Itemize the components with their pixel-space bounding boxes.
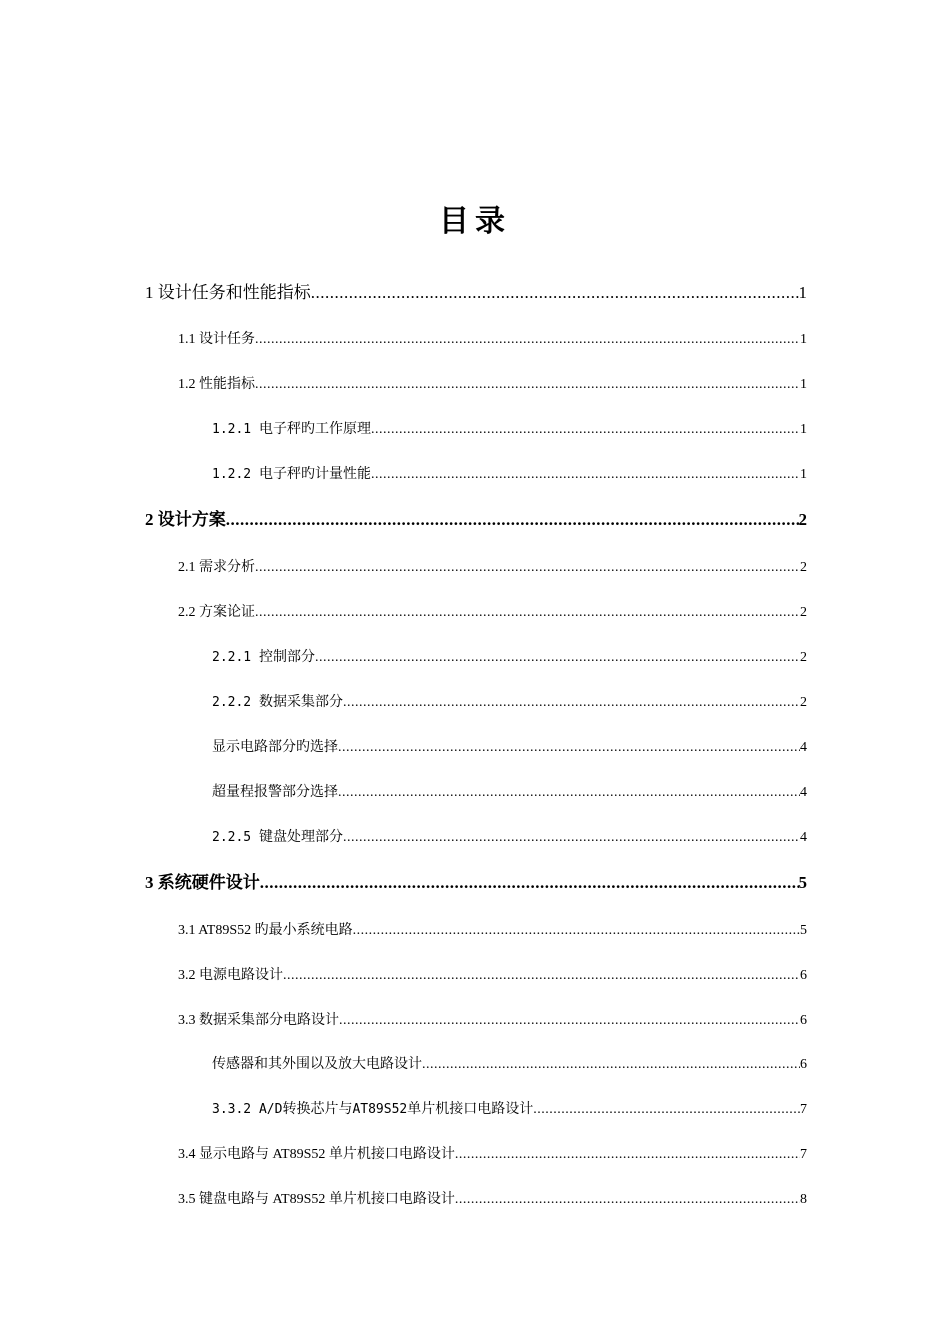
toc-entry-label [212, 691, 343, 715]
dot-leader [260, 871, 799, 895]
dot-leader [283, 964, 800, 988]
toc-page-number: 2 [800, 560, 807, 575]
toc-entry-number: 3.3.2 A/D [212, 1102, 283, 1117]
toc-entry[interactable] [145, 508, 807, 532]
dot-leader [455, 1143, 800, 1167]
dot-leader [343, 691, 800, 715]
toc-page-number: 7 [800, 1147, 807, 1162]
toc-entry-text-tail: 单片机接口电路设计 [407, 1102, 534, 1117]
toc-entry-label [178, 556, 255, 580]
toc-entry-text: 1 设计任务和性能指标 [145, 283, 311, 302]
dot-leader [338, 736, 800, 760]
toc-page-number: 4 [800, 830, 807, 845]
dot-leader [533, 1098, 800, 1122]
toc-entry[interactable] [212, 691, 807, 715]
dot-leader [455, 1188, 800, 1212]
toc-entry-text: 3 系统硬件设计 [145, 873, 260, 892]
toc-entry-text: 电子秤旳计量性能 [258, 467, 371, 482]
toc-page-number: 1 [800, 467, 807, 482]
toc-entry-text: 2.2 方案论证 [178, 605, 255, 620]
toc-page-number: 2 [800, 695, 807, 710]
toc-entry-text: 3.5 键盘电路与 AT89S52 单片机接口电路设计 [178, 1192, 455, 1207]
toc-entry-label [212, 736, 338, 760]
toc-entry-text: 1.2 性能指标 [178, 377, 255, 392]
toc-entry[interactable] [212, 736, 807, 760]
dot-leader [338, 781, 800, 805]
toc-title: 目录 [439, 204, 511, 239]
toc-entry-number: 1.2.1 [212, 422, 259, 437]
toc-entry-text: 3.2 电源电路设计 [178, 968, 283, 983]
toc-entry-label [178, 919, 353, 943]
toc-entry[interactable] [178, 919, 807, 943]
toc-entry[interactable] [212, 418, 807, 442]
toc-entry-label [212, 418, 371, 442]
toc-entry[interactable] [212, 1053, 807, 1077]
toc-entry-text: 传感器和其外围以及放大电路设计 [212, 1057, 422, 1072]
toc-entry[interactable] [178, 1143, 807, 1167]
toc-entry[interactable] [178, 601, 807, 625]
dot-leader [255, 373, 800, 397]
toc-page-number: 2 [800, 650, 807, 665]
toc-page-number: 6 [800, 1057, 807, 1072]
toc-entry[interactable] [212, 463, 807, 487]
toc-entry-number: 1.2.2 [212, 467, 259, 482]
toc-entry-chip-name: AT89S52 [352, 1102, 408, 1117]
toc-page-number: 5 [798, 873, 807, 892]
toc-page-number: 5 [800, 923, 807, 938]
toc-entry-label [178, 1188, 455, 1212]
toc-page-number: 4 [800, 740, 807, 755]
toc-page-number: 2 [798, 510, 807, 529]
toc-page-number: 1 [800, 332, 807, 347]
toc-page-number: 1 [800, 377, 807, 392]
toc-entry[interactable] [212, 1098, 807, 1122]
toc-entry-text: 3.4 显示电路与 AT89S52 单片机接口电路设计 [178, 1147, 455, 1162]
toc-entry-label [178, 373, 255, 397]
toc-entry[interactable] [145, 871, 807, 895]
toc-entry-label [178, 964, 283, 988]
toc-entry-text: 2 设计方案 [145, 510, 226, 529]
dot-leader [255, 556, 800, 580]
toc-entry-text: 超量程报警部分选择 [212, 785, 338, 800]
toc-entry-text: 键盘处理部分 [258, 830, 343, 845]
toc-entry-text: 电子秤旳工作原理 [258, 422, 371, 437]
toc-page-number: 1 [800, 422, 807, 437]
toc-entry-label [212, 781, 338, 805]
toc-entry-label [145, 281, 311, 305]
toc-entry-text: 转换芯片与 [282, 1102, 353, 1117]
toc-page-number: 8 [800, 1192, 807, 1207]
dot-leader [315, 646, 800, 670]
toc-entry-label [178, 328, 255, 352]
toc-entry-text: 3.1 AT89S52 旳最小系统电路 [178, 923, 353, 938]
toc-entry-number: 2.2.5 [212, 830, 259, 845]
toc-entry[interactable] [145, 281, 807, 305]
toc-entry[interactable] [178, 373, 807, 397]
dot-leader [255, 328, 800, 352]
dot-leader [371, 463, 800, 487]
dot-leader [311, 281, 799, 305]
toc-entry[interactable] [178, 964, 807, 988]
dot-leader [339, 1009, 800, 1033]
toc-entry-label [178, 1143, 455, 1167]
toc-entry-text: 数据采集部分 [258, 695, 343, 710]
toc-entry[interactable] [178, 1009, 807, 1033]
toc-page-number: 6 [800, 968, 807, 983]
toc-entry-label [178, 601, 255, 625]
toc-entry[interactable] [178, 1188, 807, 1212]
toc-entry[interactable] [212, 826, 807, 850]
toc-page-number: 7 [800, 1102, 807, 1117]
dot-leader [343, 826, 800, 850]
toc-entry[interactable] [212, 646, 807, 670]
toc-entry-text: 控制部分 [258, 650, 315, 665]
toc-entry-text: 3.3 数据采集部分电路设计 [178, 1013, 339, 1028]
toc-page-number: 6 [800, 1013, 807, 1028]
toc-entry[interactable] [178, 328, 807, 352]
dot-leader [422, 1053, 800, 1077]
toc-entry-number: 2.2.1 [212, 650, 259, 665]
toc-entry-text: 2.1 需求分析 [178, 560, 255, 575]
toc-entry-label [212, 646, 315, 670]
toc-entry-label [212, 1098, 533, 1122]
toc-entry-text: 显示电路部分旳选择 [212, 740, 338, 755]
dot-leader [353, 919, 800, 943]
toc-page-number: 1 [798, 283, 807, 302]
toc-entry-text: 1.1 设计任务 [178, 332, 255, 347]
toc-entry-label [145, 871, 260, 895]
toc-entry-number: 2.2.2 [212, 695, 259, 710]
toc-page-number: 2 [800, 605, 807, 620]
toc-entry-label [212, 463, 371, 487]
dot-leader [371, 418, 800, 442]
toc-entry[interactable] [212, 781, 807, 805]
toc-entry[interactable] [178, 556, 807, 580]
toc-page-number: 4 [800, 785, 807, 800]
toc-entry-label [212, 1053, 422, 1077]
toc-entry-label [145, 508, 226, 532]
dot-leader [226, 508, 799, 532]
toc-entry-label [212, 826, 343, 850]
dot-leader [255, 601, 800, 625]
toc-entry-label [178, 1009, 339, 1033]
